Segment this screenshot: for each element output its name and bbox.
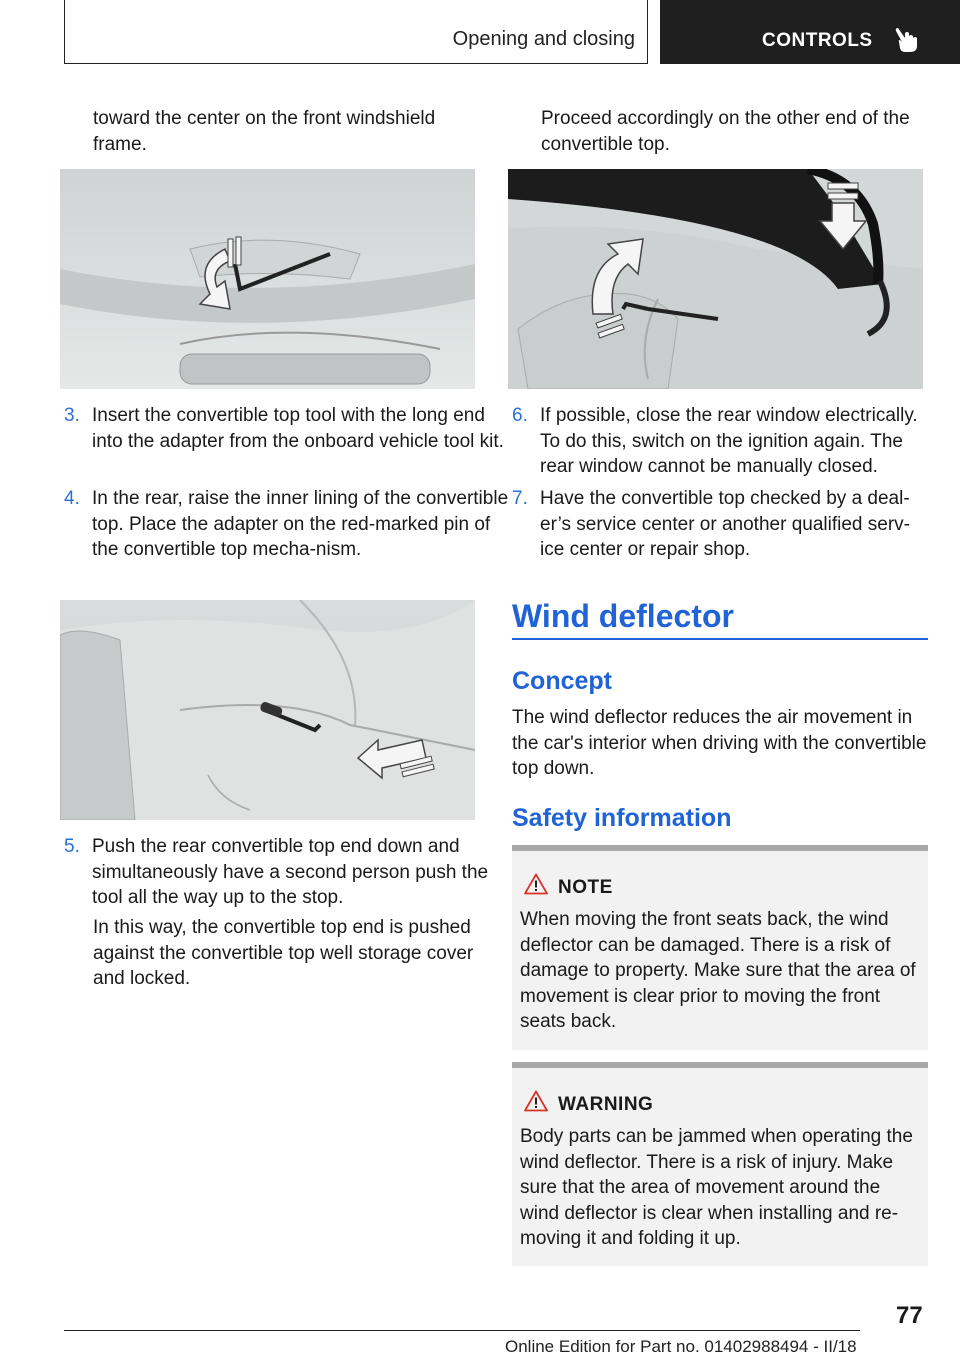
figure-convertible-top-pin xyxy=(60,600,475,820)
step-4 xyxy=(64,486,509,591)
step-5-detail: In this way, the convertible top end is pushed against the convertible top well storage cover and locked. xyxy=(93,917,474,990)
page-number: 77 xyxy=(896,1302,923,1329)
step-number: 3. xyxy=(64,405,80,426)
footer-rule xyxy=(64,1330,860,1331)
warning-callout xyxy=(512,1062,928,1266)
step-7 xyxy=(512,486,932,566)
warning-triangle-icon xyxy=(524,1090,548,1112)
warning-triangle-icon xyxy=(524,873,548,895)
step-3 xyxy=(64,403,504,483)
heading-rule xyxy=(512,638,928,640)
intro-text-left: toward the center on the front windshield frame. xyxy=(93,108,436,155)
running-header-box xyxy=(64,0,648,64)
step-text: If possible, close the rear window electrically. To do this, switch on the ignition again. The rear window cannot be manually closed. xyxy=(540,405,918,478)
warning-text: Body parts can be jammed when operating the wind deflector. There is a risk of injury. Make sure that the area of movement around the wind deflector is clear when installing and re-moving it and folding it up. xyxy=(520,1126,913,1250)
chapter-title: CONTROLS xyxy=(762,30,873,51)
step-text: Push the rear convertible top end down and simultaneously have a second person push the tool all the way up to the stop. xyxy=(92,836,489,909)
step-text: Have the convertible top checked by a deal-er’s service center or another qualified serv-ice center or repair shop. xyxy=(540,488,910,561)
step-number: 7. xyxy=(512,488,528,509)
warning-title: WARNING xyxy=(558,1094,654,1115)
subheading-safety-information: Safety information xyxy=(512,804,732,832)
step-text: In the rear, raise the inner lining of the convertible top. Place the adapter on the red-marked pin of the convertible top mecha-nism. xyxy=(92,488,509,561)
section-title: Opening and closing xyxy=(452,28,635,50)
note-callout xyxy=(512,845,928,1050)
note-text: When moving the front seats back, the wind deflector can be damaged. There is a risk of damage to property. Make sure that the area of movement is clear prior to moving the front seats back. xyxy=(520,909,916,1033)
figure-windshield-frame xyxy=(60,169,475,389)
figure-other-end-top xyxy=(508,169,923,389)
step-number: 5. xyxy=(64,836,80,857)
subheading-concept: Concept xyxy=(512,667,612,695)
chapter-tab xyxy=(660,0,960,64)
footer-edition: Online Edition for Part no. 01402988494 - II/18 xyxy=(505,1337,857,1356)
step-5 xyxy=(64,834,489,914)
section-heading-wind-deflector: Wind deflector xyxy=(512,598,734,634)
concept-text: The wind deflector reduces the air movement in the car's interior when driving with the convertible top down. xyxy=(512,707,927,780)
pointing-hand-icon xyxy=(892,24,922,54)
step-6 xyxy=(512,403,932,483)
step-number: 4. xyxy=(64,488,80,509)
step-text: Insert the convertible top tool with the long end into the adapter from the onboard vehicle tool kit. xyxy=(92,405,504,452)
note-title: NOTE xyxy=(558,877,613,898)
step-number: 6. xyxy=(512,405,528,426)
intro-text-right: Proceed accordingly on the other end of the convertible top. xyxy=(541,108,910,155)
